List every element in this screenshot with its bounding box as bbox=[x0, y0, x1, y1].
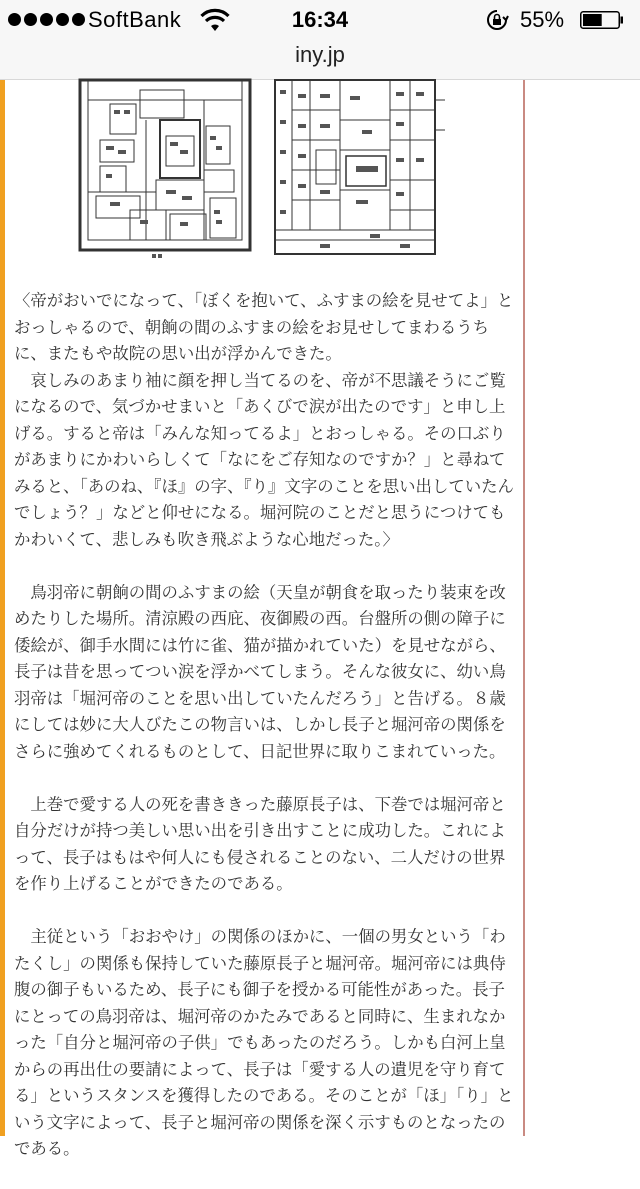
palace-floor-plan-image bbox=[70, 80, 460, 262]
article-paragraph: 鳥羽帝に朝餉の間のふすまの絵（天皇が朝食を取ったり装束を改めたりした場所。清涼殿の西庇、夜御殿の西。台盤所の側の障子に倭絵が、御手水間には竹に雀、猫が描かれていた）を見せながら、長子は昔を思ってつい涙を浮かべてしまう。そんな彼女に、幼い鳥羽帝は「堀河帝のことを思い出していたんだろう」と告げる。８歳にしては妙に大人びたこの物言いは、しかし長子と堀河帝の関係をさらに強めてくれるものとして、日記世界に取りこまれていった。 bbox=[14, 582, 506, 761]
article-body bbox=[14, 288, 516, 1189]
article-paragraph: 主従という「おおやけ」の関係のほかに、一個の男女という「わたくし」の関係も保持していた藤原長子と堀河帝。堀河帝には典侍腹の御子もいるため、長子にも御子を授かる可能性があった。長子にとっての鳥羽帝は、堀河帝のかたみであると同時に、生まれなかった「自分と堀河帝の子供」でもあったのだろう。しかも白河上皇からの再出仕の要請によって、長子は「愛する人の遺児を守り育てる」というスタンスを獲得したのである。そのことが「ほ」「り」という文字によって、長子と堀河帝の関係を深く示すものとなったのである。 bbox=[14, 927, 514, 1158]
battery-percentage: 55% bbox=[520, 7, 565, 32]
article-paragraph: 〈帝がおいでになって、「ぼくを抱いて、ふすまの絵を見せてよ」とおっしゃるので、朝餉の間のふすまの絵をお見せしてまわるうちに、またもや故院の思い出が浮かんできた。 哀しみのあまり袖に顔を押し当てるのを、帝が不思議そうにご覧になるので、気づかせまいと「あくびで涙が出たのです」と申し上げる。すると帝は「みんな知ってるよ」とおっしゃる。その口ぶりがあまりにかわいらしくて「なにをご存知なのですか？」と尋ねてみると、「あのね、『ほ』の字、『り』文字のことを思い出していたんでしょう？」などと仰せになる。堀河院のことだと思うにつけてもかわいくて、悲しみも吹き飛ぶような心地だった。〉 bbox=[14, 291, 514, 549]
web-page-content bbox=[0, 80, 640, 1158]
url-text[interactable]: iny.jp bbox=[295, 42, 345, 67]
article-paragraph: 上巻で愛する人の死を書ききった藤原長子は、下巻では堀河帝と自分だけが持つ美しい思い出を引き出すことに成功した。これによって、長子はもはや何人にも侵されることのない、二人だけの世界を作り上げることができたのである。 bbox=[14, 794, 506, 893]
battery-icon bbox=[580, 11, 624, 29]
status-bar bbox=[0, 0, 640, 40]
left-accent-bar bbox=[0, 80, 5, 1136]
clock-time: 16:34 bbox=[291, 7, 349, 32]
carrier-name: SoftBank bbox=[88, 7, 182, 32]
address-bar[interactable] bbox=[0, 40, 640, 80]
content-right-border bbox=[523, 80, 525, 1136]
rotation-lock-icon bbox=[486, 9, 508, 31]
